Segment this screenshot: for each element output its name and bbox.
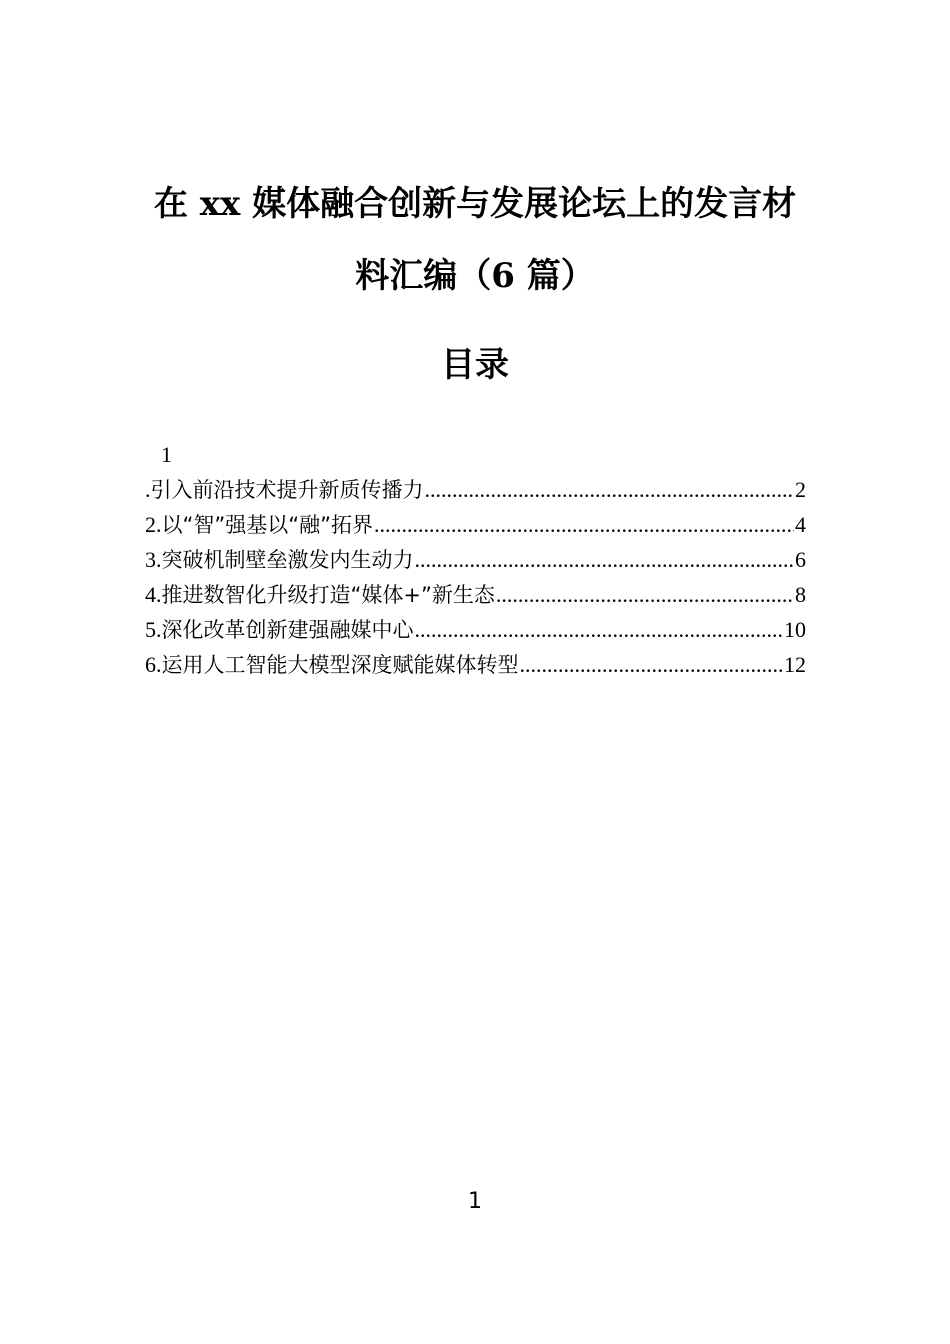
toc-leader-dots <box>415 612 784 647</box>
toc-entry-number: 5. <box>145 617 162 642</box>
toc-leader-dots <box>415 542 795 577</box>
toc-lead-number: 1 <box>161 442 172 467</box>
toc-entry-title: 以“智”强基以“融”拓界 <box>161 513 374 537</box>
toc-entry-page: 2 <box>795 477 806 502</box>
toc-entry-page: 8 <box>795 582 806 607</box>
toc-entry-title: 引入前沿技术提升新质传播力 <box>150 478 424 502</box>
toc-entry-6[interactable] <box>145 647 806 682</box>
page-number: 1 <box>468 1189 482 1214</box>
toc-entry-number: 2. <box>145 512 162 537</box>
document-title <box>120 168 830 312</box>
toc-leader-dots <box>496 577 794 612</box>
toc-entry-title: 突破机制壁垒激发内生动力 <box>161 548 414 572</box>
toc-entry-5[interactable] <box>145 612 806 647</box>
toc-entry-number: . <box>145 477 151 502</box>
toc-entry-number: 6. <box>145 652 162 677</box>
toc-entry-1[interactable] <box>145 472 806 507</box>
toc-entry-page: 12 <box>784 652 806 677</box>
toc-leader-dots <box>374 507 794 542</box>
toc-entry-title: 推进数智化升级打造“媒体+”新生态 <box>161 583 495 607</box>
toc-entry-number: 3. <box>145 547 162 572</box>
toc-entry-number: 4. <box>145 582 162 607</box>
toc-entry-page: 10 <box>784 617 806 642</box>
toc-entry-2[interactable] <box>145 507 806 542</box>
toc-entry-page: 4 <box>795 512 806 537</box>
toc-entry-3[interactable] <box>145 542 806 577</box>
toc-entry-title: 深化改革创新建强融媒中心 <box>161 618 414 642</box>
table-of-contents <box>145 438 806 682</box>
toc-leader-dots <box>425 472 795 507</box>
toc-entry-page: 6 <box>795 547 806 572</box>
toc-entry-title: 运用人工智能大模型深度赋能媒体转型 <box>161 653 519 677</box>
toc-entry-4[interactable] <box>145 577 806 612</box>
document-title-line-1: 在 xx 媒体融合创新与发展论坛上的发言材 <box>153 184 797 224</box>
toc-heading: 目录 <box>441 345 509 385</box>
document-title-line-2: 料汇编（6 篇） <box>355 256 595 296</box>
toc-leader-dots <box>520 647 784 682</box>
